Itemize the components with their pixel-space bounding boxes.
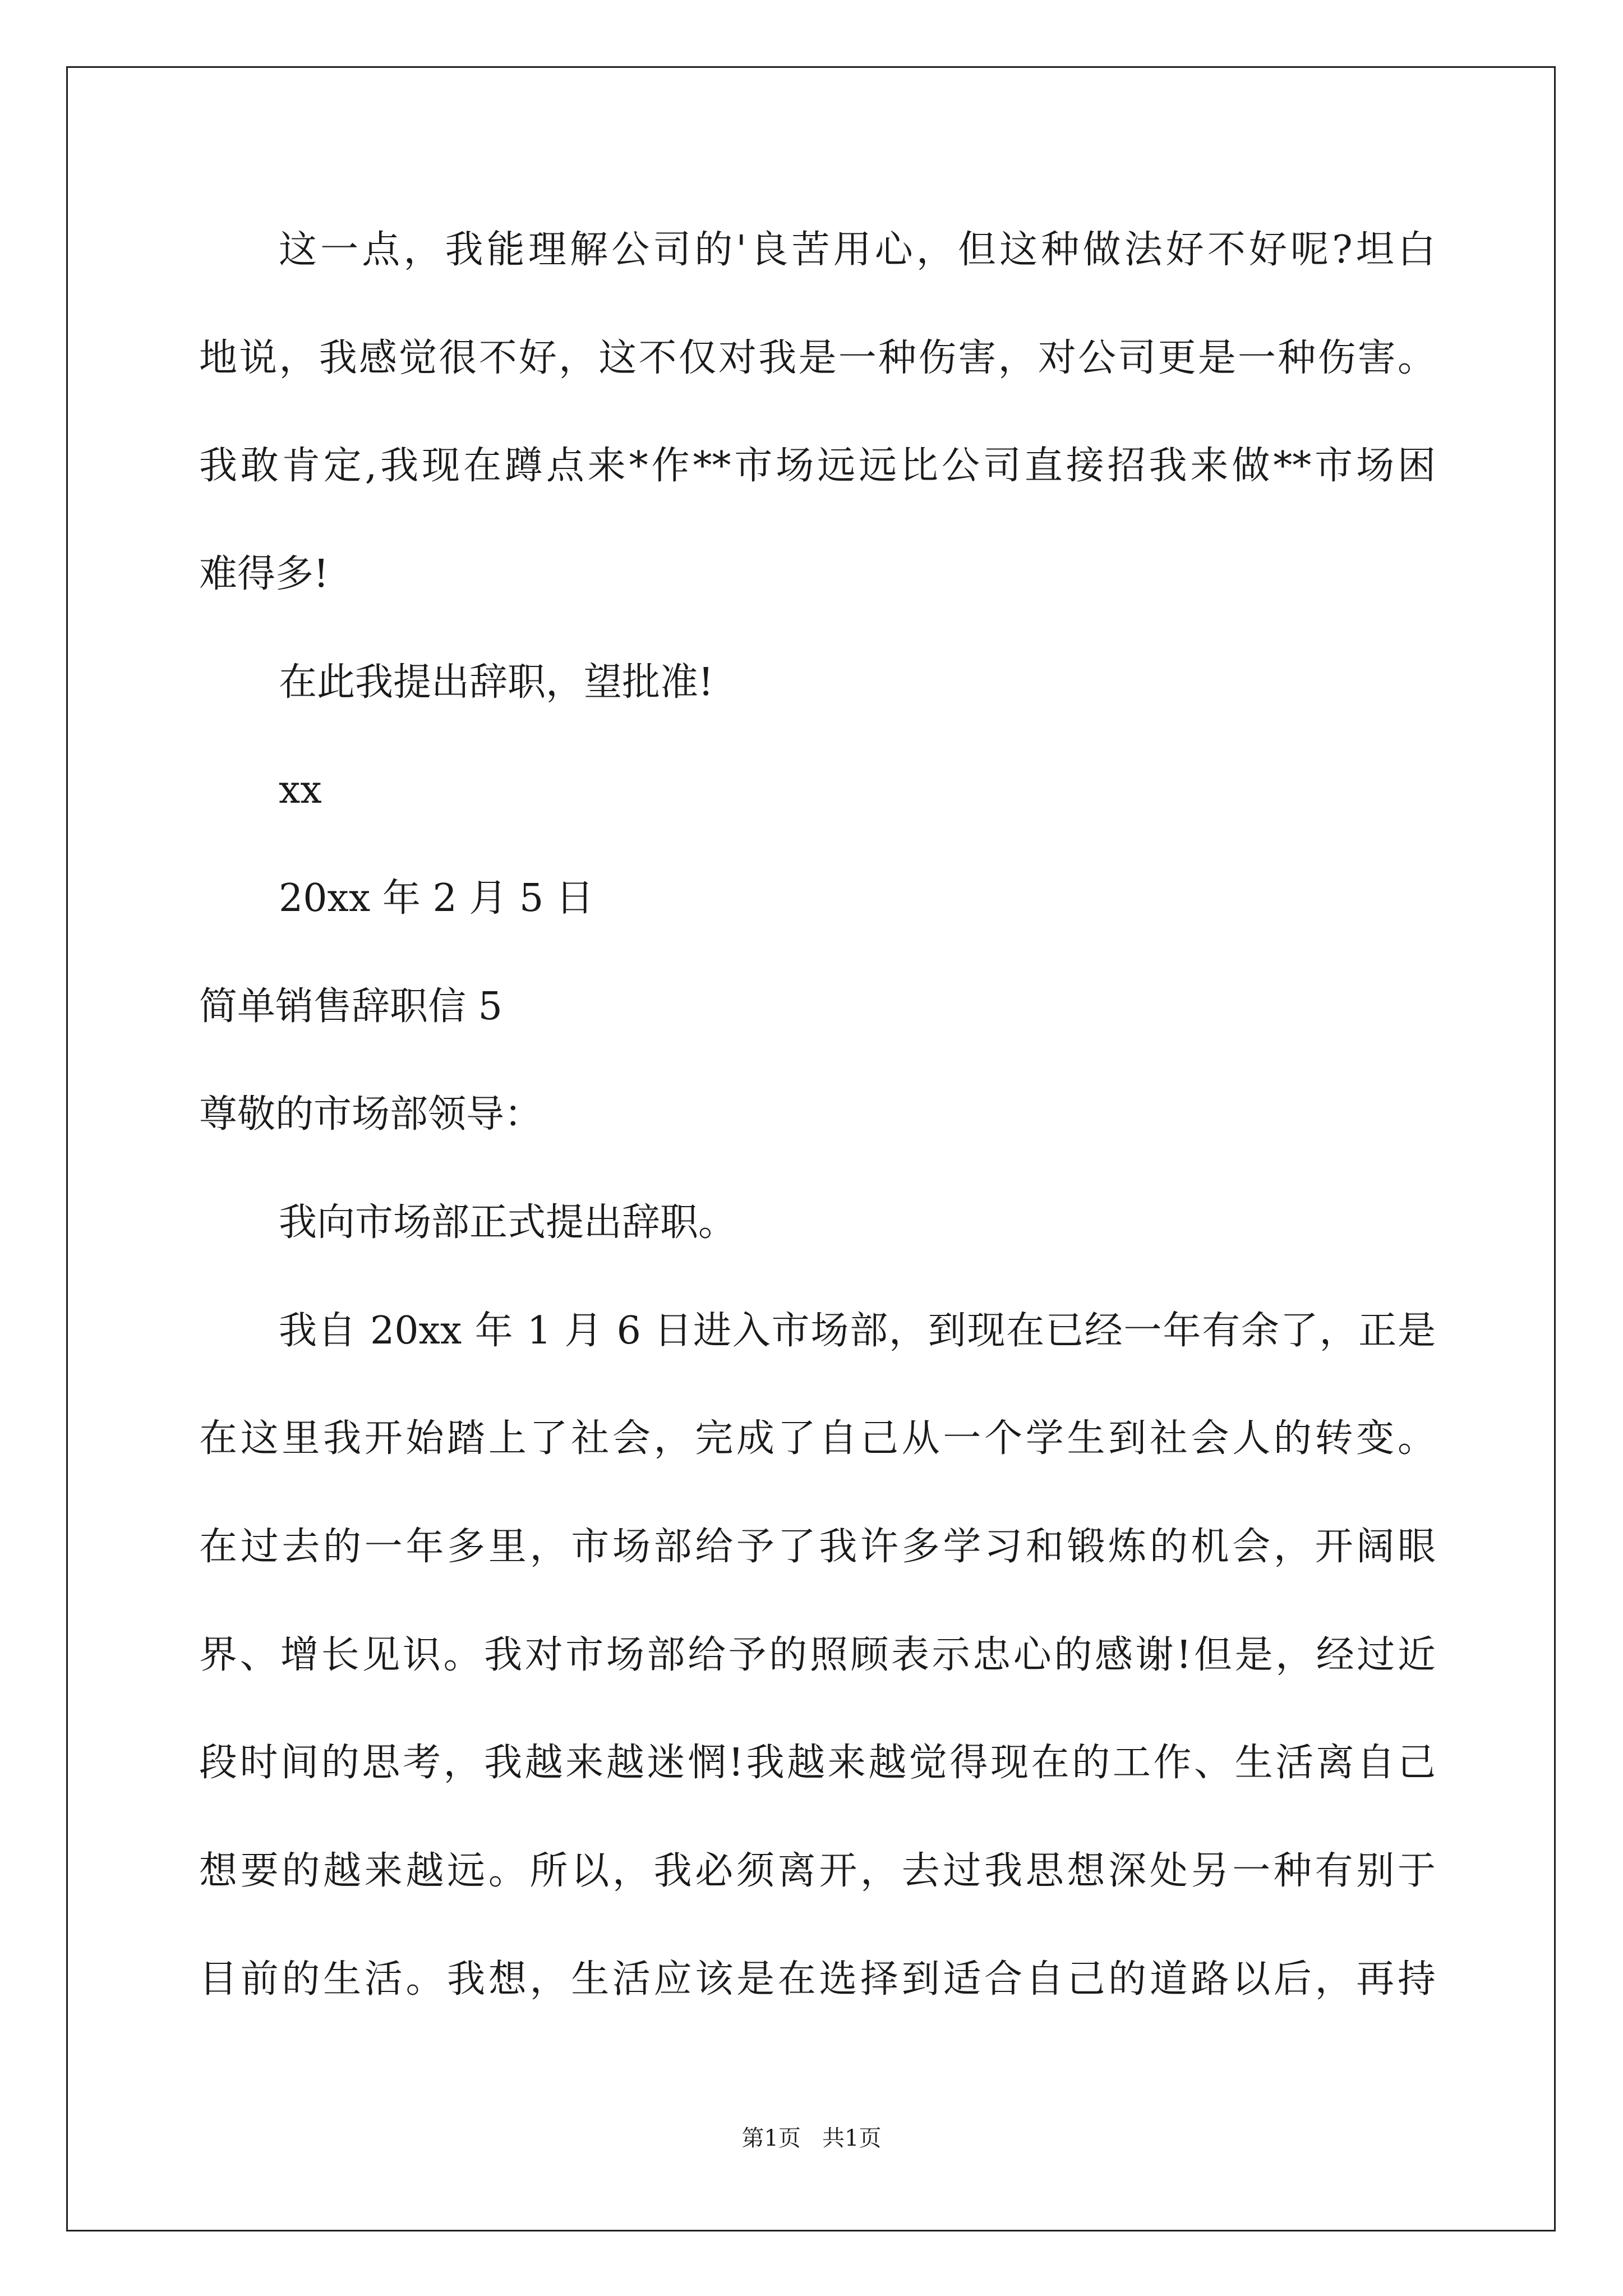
- signature-name: xx: [279, 768, 322, 812]
- paragraph-line: 在此我提出辞职，望批准!: [279, 660, 714, 705]
- section-title: 简单销售辞职信 5: [199, 984, 502, 1029]
- paragraph-line: 目前的生活。我想，生活应该是在选择到适合自己的道路以后，再持: [199, 1957, 1436, 2001]
- paragraph-line: 段时间的思考，我越来越迷惘!我越来越觉得现在的工作、生活离自己: [199, 1741, 1436, 1785]
- paragraph-line: 界、增长见识。我对市场部给予的照顾表示忠心的感谢!但是，经过近: [199, 1633, 1436, 1677]
- paragraph-line: 在过去的一年多里，市场部给予了我许多学习和锻炼的机会，开阔眼: [199, 1525, 1436, 1569]
- paragraph-line: 难得多!: [199, 552, 329, 596]
- page-border: [66, 66, 1556, 2231]
- paragraph-line: 这一点，我能理解公司的'良苦用心，但这种做法好不好呢?坦白: [279, 228, 1436, 272]
- salutation: 尊敬的市场部领导：: [199, 1092, 543, 1137]
- page-footer: 第1页 共1页: [741, 2125, 882, 2151]
- paragraph-line: 地说，我感觉很不好，这不仅对我是一种伤害，对公司更是一种伤害。: [199, 336, 1436, 380]
- signature-date: 20xx 年 2 月 5 日: [279, 876, 594, 921]
- paragraph-line: 我向市场部正式提出辞职。: [279, 1200, 737, 1245]
- paragraph-line: 想要的越来越远。所以，我必须离开，去过我思想深处另一种有别于: [199, 1849, 1436, 1893]
- paragraph-line: 在这里我开始踏上了社会，完成了自己从一个学生到社会人的转变。: [199, 1416, 1436, 1461]
- paragraph-line: 我自 20xx 年 1 月 6 日进入市场部，到现在已经一年有余了，正是: [279, 1309, 1436, 1353]
- paragraph-line: 我敢肯定,我现在蹲点来*作**市场远远比公司直接招我来做**市场困: [199, 444, 1436, 488]
